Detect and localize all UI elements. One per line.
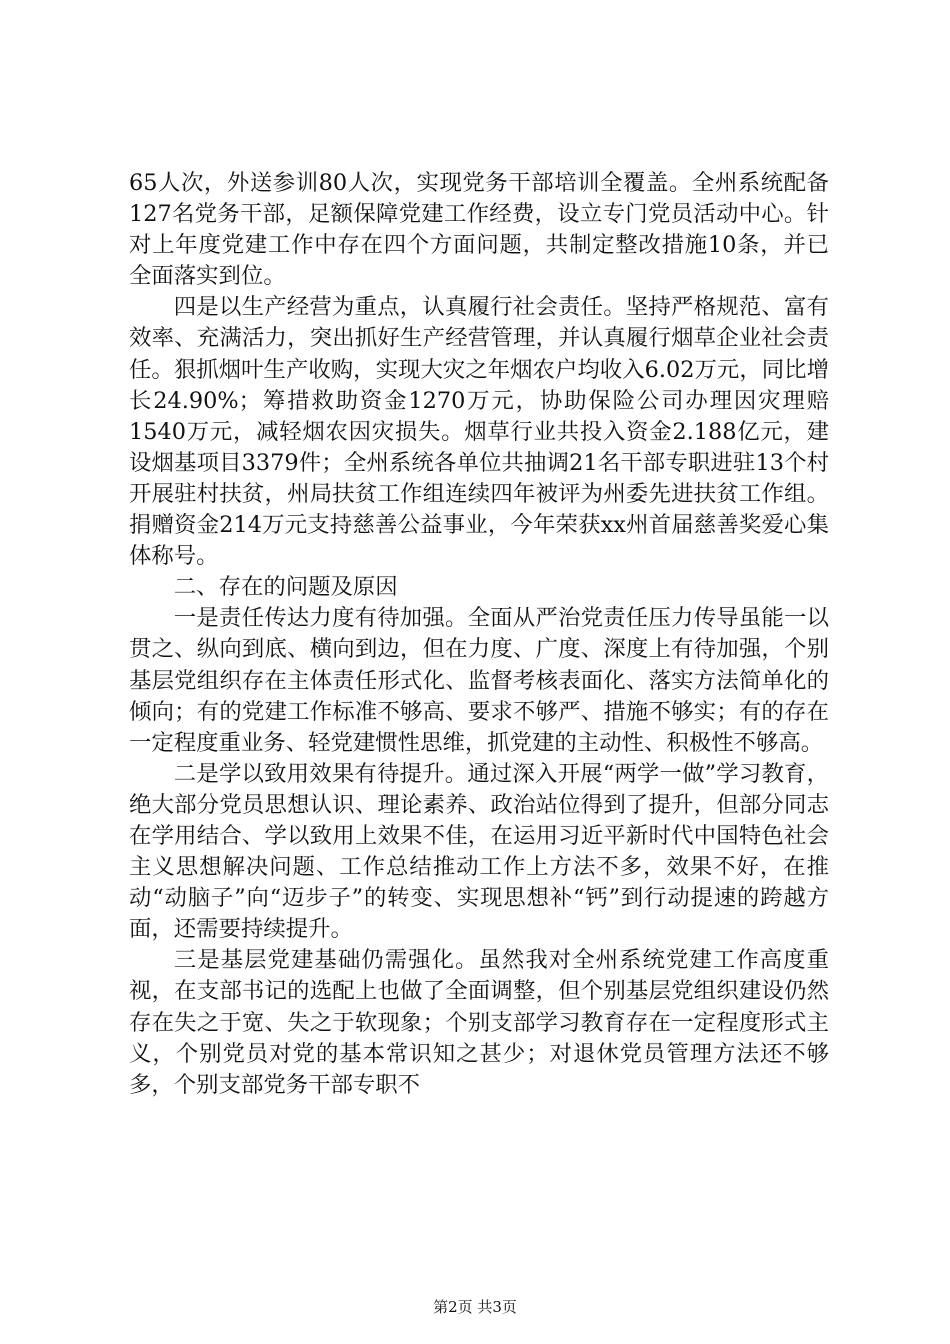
paragraph-2: 四是以生产经营为重点，认真履行社会责任。坚持严格规范、富有效率、充满活力，突出抓好生产经营管理，并认真履行烟草企业社会责任。狠抓烟叶生产收购，实现大灾之年烟农户均收入6.02万元，同比增长24.90%；筹措救助资金1270万元，协助保险公司办理因灾理赔1540万元，减轻烟农因灾损失。烟草行业共投入资金2.188亿元，建设烟基项目3379件；全州系统各单位共抽调21名干部专职进驻13个村开展驻村扶贫，州局扶贫工作组连续四年被评为州委先进扶贫工作组。捐赠资金214万元支持慈善公益事业，今年荣获xx州首届慈善奖爱心集体称号。 bbox=[129, 294, 829, 570]
page-number-label: 第2页 共3页 bbox=[433, 1298, 517, 1316]
paragraph-1: 65人次，外送参训80人次，实现党务干部培训全覆盖。全州系统配备127名党务干部，足额保障党建工作经费，设立专门党员活动中心。针对上年度党建工作中存在四个方面问题，共制定整改措施10条，并已全面落实到位。 bbox=[129, 170, 829, 290]
paragraph-4: 二是学以致用效果有待提升。通过深入开展“两学一做”学习教育，绝大部分党员思想认识、理论素养、政治站位得到了提升，但部分同志在学用结合、学以致用上效果不佳，在运用习近平新时代中国特色社会主义思想解决问题、工作总结推动工作上方法不多，效果不好，在推动“动脑子”向“迈步子”的转变、实现思想补“钙”到行动提速的跨越方面，还需要持续提升。 bbox=[129, 760, 829, 943]
document-body bbox=[129, 168, 829, 1101]
section-heading: 二、存在的问题及原因 bbox=[173, 574, 398, 601]
page-footer bbox=[0, 1298, 950, 1316]
paragraph-5: 三是基层党建基础仍需强化。虽然我对全州系统党建工作高度重视，在支部书记的选配上也做了全面调整，但个别基层党组织建设仍然存在失之于宽、失之于软现象；个别支部学习教育存在一定程度形式主义，个别党员对党的基本常识知之甚少；对退休党员管理方法还不够多，个别支部党务干部专职不 bbox=[129, 947, 829, 1098]
paragraph-3: 一是责任传达力度有待加强。全面从严治党责任压力传导虽能一以贯之、纵向到底、横向到边，但在力度、广度、深度上有待加强，个别基层党组织存在主体责任形式化、监督考核表面化、落实方法简单化的倾向；有的党建工作标准不够高、要求不够严、措施不够实；有的存在一定程度重业务、轻党建惯性思维，抓党建的主动性、积极性不够高。 bbox=[129, 605, 829, 756]
